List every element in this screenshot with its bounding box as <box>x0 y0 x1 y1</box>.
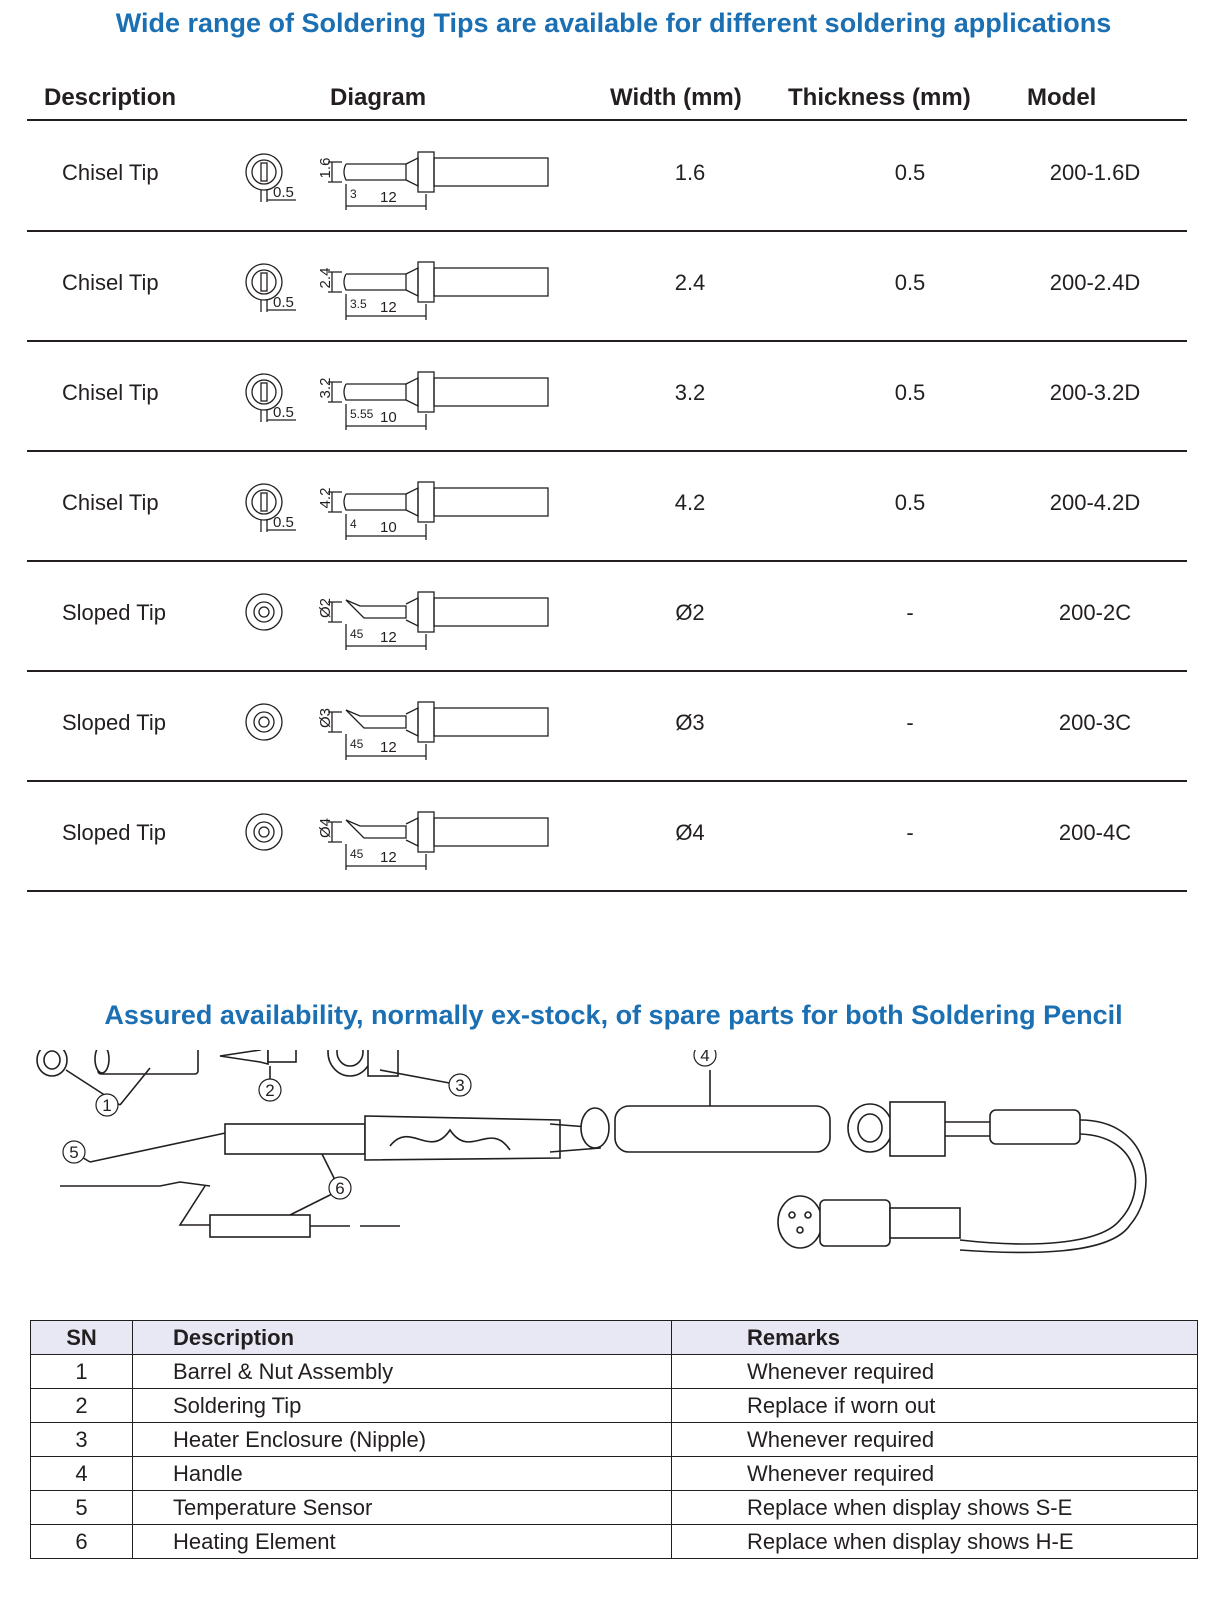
tip-thickness: 0.5 <box>894 380 926 405</box>
tip-description: Sloped Tip <box>62 600 166 625</box>
tip-row <box>0 120 1227 230</box>
tip-model: 200-2C <box>1058 600 1132 625</box>
parts-table-row <box>31 1491 1198 1525</box>
dim-side-label: 2.4 <box>317 267 334 289</box>
tip-description: Chisel Tip <box>62 490 159 515</box>
part-description: Heater Enclosure (Nipple) <box>133 1423 672 1457</box>
parts-header-remarks: Remarks <box>672 1321 1198 1355</box>
dim-end-label: 0.5 <box>273 404 294 421</box>
tip-width: Ø3 <box>675 710 705 735</box>
header-model: Model <box>1027 84 1097 111</box>
tip-diagram <box>240 780 560 880</box>
dim-side-label: 4.2 <box>317 487 334 509</box>
parts-table-row <box>31 1355 1198 1389</box>
tip-thickness: 0.5 <box>894 160 926 185</box>
dim-side-label: 3.2 <box>317 377 334 399</box>
dim-b-label: 12 <box>380 299 397 316</box>
tip-model: 200-3.2D <box>1049 380 1141 405</box>
tip-diagram <box>240 560 560 660</box>
dim-a-label: 45 <box>350 627 364 641</box>
tip-description: Chisel Tip <box>62 270 159 295</box>
callout-6: 6 <box>335 1179 345 1198</box>
dim-end-label: 0.5 <box>273 514 294 531</box>
parts-header-description: Description <box>133 1321 672 1355</box>
dim-a-label: 45 <box>350 847 364 861</box>
tip-description: Chisel Tip <box>62 380 159 405</box>
callout-4: 4 <box>700 1050 710 1065</box>
tip-description: Sloped Tip <box>62 820 166 845</box>
header-diagram: Diagram <box>330 84 427 111</box>
exploded-parts-illustration <box>30 1050 1170 1305</box>
tip-thickness: - <box>906 820 914 845</box>
dim-b-label: 12 <box>380 189 397 206</box>
part-remarks: Whenever required <box>672 1423 1198 1457</box>
part-sn: 3 <box>31 1423 133 1457</box>
tip-diagram <box>240 340 560 440</box>
tip-width: Ø2 <box>675 600 705 625</box>
tip-thickness: 0.5 <box>894 270 926 295</box>
tip-model: 200-1.6D <box>1049 160 1141 185</box>
dim-side-label: Ø3 <box>317 707 334 729</box>
parts-header-sn: SN <box>31 1321 133 1355</box>
dim-b-label: 12 <box>380 739 397 756</box>
parts-table-body <box>31 1355 1198 1559</box>
spare-parts-table <box>30 1320 1198 1559</box>
dim-end-label: 0.5 <box>273 184 294 201</box>
part-sn: 4 <box>31 1457 133 1491</box>
tip-diagram <box>240 670 560 770</box>
part-remarks: Whenever required <box>672 1457 1198 1491</box>
part-remarks: Replace when display shows S-E <box>672 1491 1198 1525</box>
dim-end-label: 0.5 <box>273 294 294 311</box>
tip-model: 200-4.2D <box>1049 490 1141 515</box>
dim-a-label: 45 <box>350 737 364 751</box>
tip-model: 200-3C <box>1058 710 1132 735</box>
tip-width: Ø4 <box>675 820 705 845</box>
parts-table-header-row <box>31 1321 1198 1355</box>
header-thickness: Thickness (mm) <box>788 84 971 111</box>
parts-table-row <box>31 1457 1198 1491</box>
header-description: Description <box>44 84 177 111</box>
tip-thickness: - <box>906 710 914 735</box>
tip-diagram <box>240 120 560 220</box>
row-divider <box>27 890 1187 892</box>
part-remarks: Whenever required <box>672 1355 1198 1389</box>
header-width: Width (mm) <box>610 84 742 111</box>
dim-b-label: 10 <box>380 519 397 536</box>
dim-a-label: 5.55 <box>350 407 374 421</box>
part-description: Temperature Sensor <box>133 1491 672 1525</box>
part-description: Handle <box>133 1457 672 1491</box>
dim-b-label: 12 <box>380 629 397 646</box>
tip-description: Sloped Tip <box>62 710 166 735</box>
part-sn: 5 <box>31 1491 133 1525</box>
tip-row <box>0 340 1227 450</box>
tip-thickness: 0.5 <box>894 490 926 515</box>
dim-a-label: 3.5 <box>350 297 367 311</box>
part-description: Barrel & Nut Assembly <box>133 1355 672 1389</box>
part-description: Heating Element <box>133 1525 672 1559</box>
dim-side-label: Ø2 <box>317 597 334 619</box>
tips-section-title: Wide range of Soldering Tips are available for different soldering applications <box>115 8 1112 38</box>
part-remarks: Replace when display shows H-E <box>672 1525 1198 1559</box>
dim-side-label: Ø4 <box>317 817 334 839</box>
tip-width: 4.2 <box>674 490 706 515</box>
dim-b-label: 12 <box>380 849 397 866</box>
tip-width: 3.2 <box>674 380 706 405</box>
tip-row <box>0 560 1227 670</box>
dim-a-label: 4 <box>350 517 357 531</box>
tip-row <box>0 230 1227 340</box>
tip-model: 200-4C <box>1058 820 1132 845</box>
dim-b-label: 10 <box>380 409 397 426</box>
parts-section-title: Assured availability, normally ex-stock, of spare parts for both Soldering Pencil <box>104 1000 1123 1030</box>
tip-diagram <box>240 450 560 550</box>
tips-table-header <box>0 84 1227 120</box>
callout-3: 3 <box>455 1076 465 1095</box>
part-description: Soldering Tip <box>133 1389 672 1423</box>
callout-2: 2 <box>265 1081 275 1100</box>
tip-thickness: - <box>906 600 914 625</box>
part-remarks: Replace if worn out <box>672 1389 1198 1423</box>
tip-model: 200-2.4D <box>1049 270 1141 295</box>
parts-table-row <box>31 1525 1198 1559</box>
tip-width: 1.6 <box>674 160 706 185</box>
part-sn: 1 <box>31 1355 133 1389</box>
tip-row <box>0 450 1227 560</box>
dim-a-label: 3 <box>350 187 357 201</box>
tip-row <box>0 670 1227 780</box>
tip-diagram <box>240 230 560 330</box>
callout-1: 1 <box>102 1096 112 1115</box>
callout-5: 5 <box>69 1143 79 1162</box>
tip-description: Chisel Tip <box>62 160 159 185</box>
part-sn: 6 <box>31 1525 133 1559</box>
parts-table-row <box>31 1389 1198 1423</box>
tip-row <box>0 780 1227 890</box>
tip-width: 2.4 <box>674 270 706 295</box>
parts-table-row <box>31 1423 1198 1457</box>
part-sn: 2 <box>31 1389 133 1423</box>
dim-side-label: 1.6 <box>317 157 334 179</box>
